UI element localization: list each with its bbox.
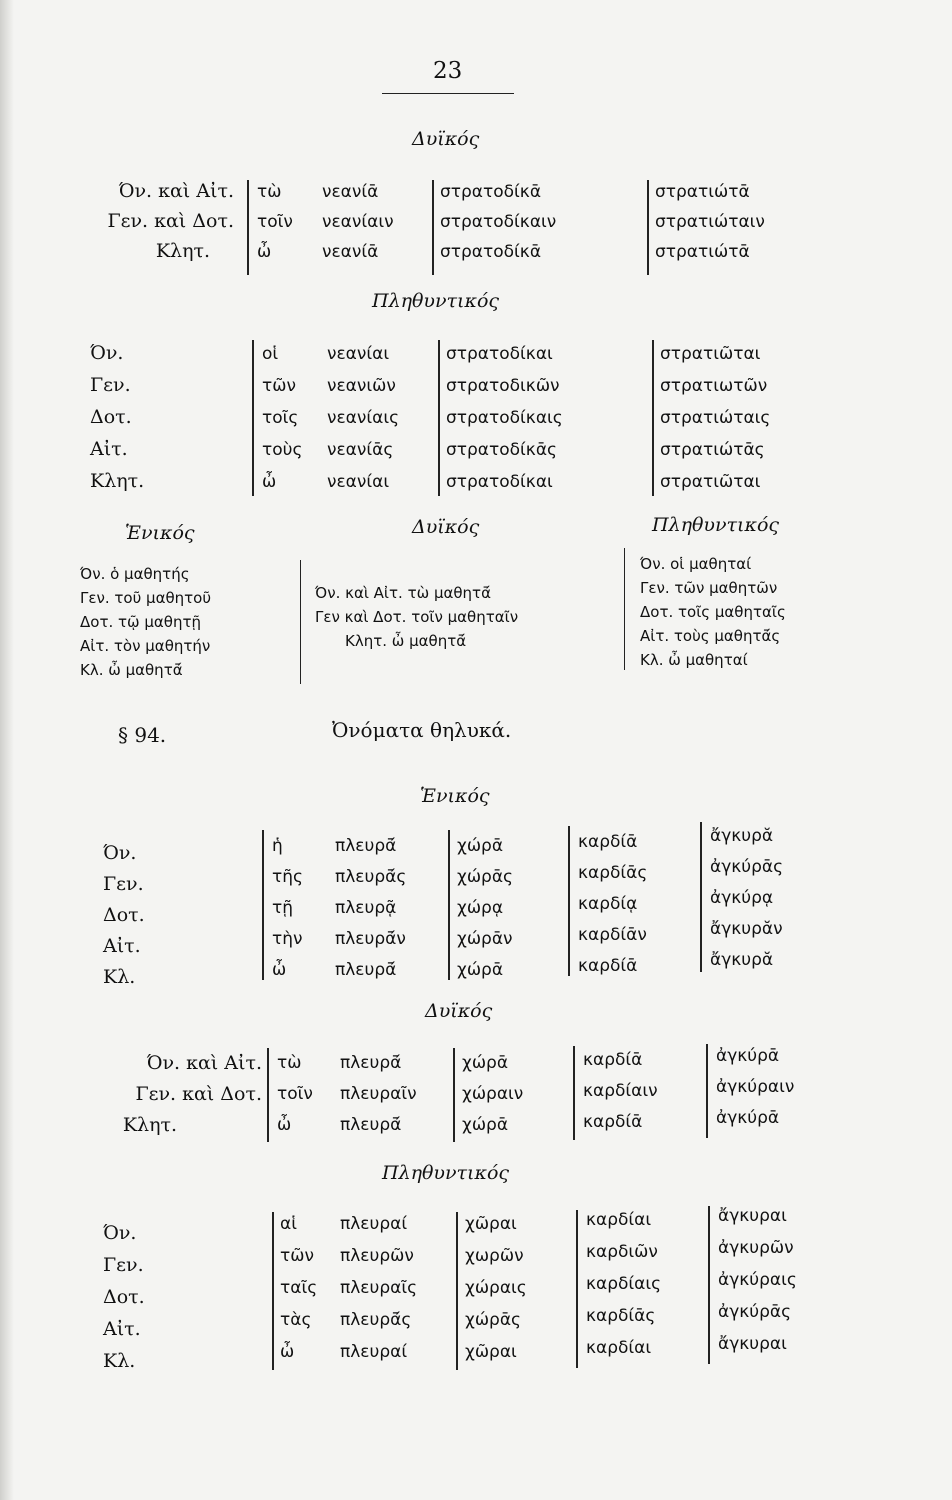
noun-form: στρατοδίκᾱς	[446, 440, 557, 460]
noun-form: νεανίᾱ	[322, 242, 379, 262]
noun-form: νεανιῶν	[327, 376, 396, 396]
masc-dual-label: Γεν. καὶ Δοτ.	[107, 210, 234, 232]
section-title: Ὀνόματα θηλυκά.	[332, 718, 512, 742]
mathetes-dual-row: Κλητ. ὦ μαθητᾱ́	[345, 632, 467, 650]
mathetes-dual-heading: Δυϊκός	[412, 516, 480, 538]
noun-form: χώρᾱ	[462, 1115, 509, 1135]
column-divider	[438, 340, 440, 496]
mathetes-dual-row: Γεν καὶ Δοτ. τοῖν μαθηταῖν	[315, 608, 519, 626]
noun-form: πλευρᾱ́ς	[340, 1310, 412, 1330]
article: τὰς	[280, 1310, 312, 1330]
noun-form: καρδίᾱν	[578, 925, 647, 945]
noun-form: πλευρῶν	[340, 1246, 414, 1266]
column-divider	[706, 1044, 708, 1138]
noun-form: στρατοδίκαι	[446, 344, 553, 364]
noun-form: ἀγκύρᾱ	[716, 1108, 780, 1128]
noun-form: χώρᾱς	[465, 1310, 522, 1330]
noun-form: καρδίᾱ	[578, 832, 638, 852]
noun-form: καρδίᾳ	[578, 894, 638, 914]
masc-plural-label: Δοτ.	[90, 406, 132, 428]
noun-form: στρατιῶται	[660, 472, 761, 492]
noun-form: στρατιώτᾱ	[655, 182, 750, 202]
noun-form: χώρᾱν	[457, 929, 513, 949]
noun-form: καρδίᾱ	[578, 956, 638, 976]
fem-plural-label: Όν.	[103, 1222, 137, 1244]
article: τῆς	[272, 867, 303, 887]
noun-form: καρδίᾱ	[583, 1112, 643, 1132]
noun-form: στρατιώταιν	[655, 212, 765, 232]
fem-dual-label: Γεν. καὶ Δοτ.	[135, 1083, 262, 1105]
masc-dual-label: Όν. καὶ Αἰτ.	[118, 180, 234, 202]
article: οἱ	[262, 344, 279, 364]
mathetes-plural-row: Γεν. τῶν μαθητῶν	[640, 579, 778, 597]
fem-plural-heading: Πληθυντικός	[382, 1162, 510, 1184]
column-divider	[448, 830, 450, 980]
column-divider	[262, 830, 264, 980]
noun-form: ἄγκυρᾰ	[710, 950, 774, 970]
noun-form: στρατιώτᾱς	[660, 440, 765, 460]
mathetes-plural-row: Κλ. ὦ μαθηταί	[640, 651, 748, 669]
masc-dual-heading: Δυϊκός	[412, 128, 480, 150]
fem-singular-label: Δοτ.	[103, 904, 145, 926]
article: αἱ	[280, 1214, 297, 1234]
column-divider	[272, 1212, 274, 1370]
noun-form: ἄγκυραι	[718, 1206, 787, 1226]
article: ὦ	[280, 1342, 295, 1362]
section-number: § 94.	[118, 723, 167, 747]
noun-form: νεανίᾱ	[322, 182, 379, 202]
column-divider	[267, 1048, 269, 1142]
noun-form: ἄγκυρᾰ	[710, 826, 774, 846]
column-divider	[647, 180, 649, 275]
column-divider	[432, 180, 434, 275]
noun-form: στρατοδίκᾱ	[440, 182, 542, 202]
noun-form: καρδίαι	[586, 1210, 652, 1230]
article: ταῖς	[280, 1278, 318, 1298]
column-divider	[300, 560, 301, 684]
noun-form: χῶραι	[465, 1342, 517, 1362]
fem-dual-label: Όν. καὶ Αἰτ.	[146, 1052, 262, 1074]
mathetes-singular-row: Όν. ὁ μαθητής	[80, 565, 190, 583]
column-divider	[247, 180, 249, 275]
fem-plural-label: Κλ.	[103, 1350, 136, 1372]
masc-plural-label: Κλητ.	[90, 470, 145, 492]
noun-form: νεανίαι	[327, 472, 390, 492]
column-divider	[624, 548, 625, 670]
header-rule	[382, 93, 514, 94]
noun-form: χώρᾳ	[457, 898, 504, 918]
noun-form: πλευρᾷ	[335, 898, 397, 918]
noun-form: καρδιῶν	[586, 1242, 658, 1262]
fem-singular-heading: Ἑνικός	[420, 785, 490, 807]
noun-form: χώρᾱ	[462, 1053, 509, 1073]
noun-form: χώρᾱς	[457, 867, 514, 887]
page-number: 23	[433, 58, 463, 84]
masc-plural-label: Αἰτ.	[90, 438, 128, 460]
noun-form: στρατοδίκαις	[446, 408, 563, 428]
mathetes-plural-row: Δοτ. τοῖς μαθηταῖς	[640, 603, 786, 621]
noun-form: πλευρᾱ́	[335, 836, 397, 856]
noun-form: ἀγκυρῶν	[718, 1238, 794, 1258]
article: τοῖν	[277, 1084, 313, 1104]
mathetes-singular-row: Αἰτ. τὸν μαθητήν	[80, 637, 211, 655]
noun-form: χωρῶν	[465, 1246, 524, 1266]
fem-plural-label: Γεν.	[103, 1254, 144, 1276]
mathetes-dual-row: Όν. καὶ Αἰτ. τὼ μαθητᾱ́	[315, 584, 491, 602]
masc-plural-label: Γεν.	[90, 374, 131, 396]
noun-form: πλευραῖν	[340, 1084, 417, 1104]
noun-form: χῶραι	[465, 1214, 517, 1234]
column-divider	[652, 340, 654, 496]
fem-singular-label: Όν.	[103, 842, 137, 864]
noun-form: πλευραῖς	[340, 1278, 418, 1298]
noun-form: στρατιωτῶν	[660, 376, 768, 396]
noun-form: νεανίᾱς	[327, 440, 394, 460]
noun-form: χώρᾱ	[457, 836, 504, 856]
noun-form: νεανίαις	[327, 408, 400, 428]
page-edge	[0, 0, 14, 1500]
noun-form: στρατιῶται	[660, 344, 761, 364]
noun-form: καρδίᾱς	[586, 1306, 656, 1326]
mathetes-singular-row: Γεν. τοῦ μαθητοῦ	[80, 589, 212, 607]
noun-form: πλευρᾱ́	[340, 1115, 402, 1135]
article: τοὺς	[262, 440, 303, 460]
article: ὦ	[277, 1115, 292, 1135]
noun-form: καρδίαιν	[583, 1081, 658, 1101]
noun-form: καρδίαι	[586, 1338, 652, 1358]
column-divider	[700, 822, 702, 972]
noun-form: πλευρᾱ́ς	[335, 867, 407, 887]
fem-singular-label: Γεν.	[103, 873, 144, 895]
fem-dual-heading: Δυϊκός	[425, 1000, 493, 1022]
masc-dual-label: Κλητ.	[155, 240, 210, 262]
article: τὼ	[257, 182, 282, 202]
noun-form: πλευρᾱ́	[335, 960, 397, 980]
fem-singular-label: Κλ.	[103, 966, 136, 988]
noun-form: ἀγκύρᾳ	[710, 888, 774, 908]
fem-dual-label: Κλητ.	[122, 1114, 177, 1136]
noun-form: ἄγκυραι	[718, 1334, 787, 1354]
noun-form: χώρᾱ	[457, 960, 504, 980]
mathetes-plural-heading: Πληθυντικός	[652, 514, 780, 536]
noun-form: πλευραί	[340, 1342, 408, 1362]
fem-plural-label: Αἰτ.	[103, 1318, 141, 1340]
mathetes-plural-row: Όν. οἱ μαθηταί	[640, 555, 752, 573]
column-divider	[576, 1210, 578, 1368]
article: τοῖς	[262, 408, 299, 428]
column-divider	[453, 1048, 455, 1142]
column-divider	[708, 1206, 710, 1364]
mathetes-singular-heading: Ἑνικός	[125, 522, 195, 544]
noun-form: νεανίαιν	[322, 212, 394, 232]
fem-plural-label: Δοτ.	[103, 1286, 145, 1308]
article: ὦ	[257, 242, 272, 262]
column-divider	[573, 1046, 575, 1140]
mathetes-singular-row: Κλ. ὦ μαθητᾱ́	[80, 661, 183, 679]
article: τῇ	[272, 898, 294, 918]
noun-form: στρατοδικῶν	[446, 376, 560, 396]
noun-form: ἀγκύραιν	[716, 1077, 795, 1097]
column-divider	[568, 826, 570, 976]
article: ὦ	[272, 960, 287, 980]
noun-form: ἀγκύρᾱς	[718, 1302, 792, 1322]
noun-form: στρατιώτᾱ	[655, 242, 750, 262]
noun-form: πλευρᾱ́ν	[335, 929, 406, 949]
article: ἡ	[272, 836, 283, 856]
article: ὦ	[262, 472, 277, 492]
noun-form: ἀγκύρᾱ	[716, 1046, 780, 1066]
article: τῶν	[262, 376, 296, 396]
fem-singular-label: Αἰτ.	[103, 935, 141, 957]
noun-form: ἀγκύρᾱς	[710, 857, 784, 877]
masc-plural-heading: Πληθυντικός	[372, 290, 500, 312]
noun-form: πλευραί	[340, 1214, 408, 1234]
noun-form: στρατοδίκαιν	[440, 212, 557, 232]
noun-form: στρατιώταις	[660, 408, 771, 428]
noun-form: καρδίᾱ	[583, 1050, 643, 1070]
mathetes-singular-row: Δοτ. τῷ μαθητῇ	[80, 613, 202, 631]
mathetes-plural-row: Αἰτ. τοὺς μαθητᾱ́ς	[640, 627, 781, 645]
noun-form: καρδίαις	[586, 1274, 662, 1294]
noun-form: ἀγκύραις	[718, 1270, 797, 1290]
column-divider	[456, 1212, 458, 1370]
noun-form: νεανίαι	[327, 344, 390, 364]
article: τοῖν	[257, 212, 293, 232]
masc-plural-label: Όν.	[90, 342, 124, 364]
column-divider	[252, 340, 254, 496]
noun-form: στρατοδίκαι	[446, 472, 553, 492]
article: τὴν	[272, 929, 303, 949]
noun-form: πλευρᾱ́	[340, 1053, 402, 1073]
noun-form: χώραις	[465, 1278, 527, 1298]
noun-form: καρδίᾱς	[578, 863, 648, 883]
article: τῶν	[280, 1246, 314, 1266]
noun-form: ἄγκυρᾰν	[710, 919, 783, 939]
noun-form: χώραιν	[462, 1084, 524, 1104]
article: τὼ	[277, 1053, 302, 1073]
noun-form: στρατοδίκᾱ	[440, 242, 542, 262]
